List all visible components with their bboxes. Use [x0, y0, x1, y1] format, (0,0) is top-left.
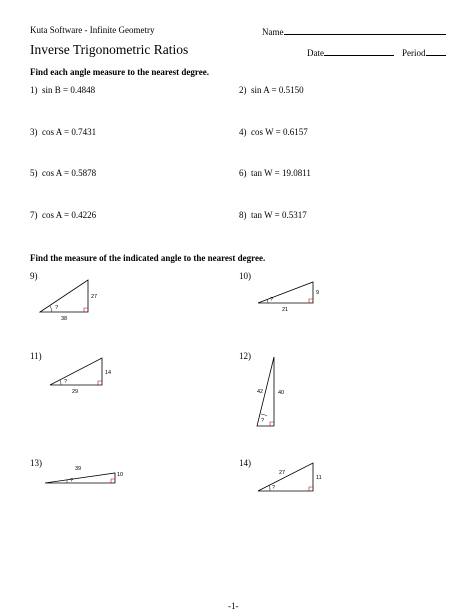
side-label: 42: [257, 389, 264, 395]
name-label: Name: [262, 27, 284, 37]
unknown-angle-label: ?: [270, 297, 274, 303]
section1-instruction: Find each angle measure to the nearest degree.: [30, 67, 209, 77]
date-label: Date: [307, 48, 324, 58]
problem-9-number: 9): [30, 271, 38, 281]
problem-12-number: 12): [239, 351, 251, 361]
software-label: Kuta Software - Infinite Geometry: [30, 25, 155, 35]
unknown-angle-label: ?: [261, 418, 265, 424]
worksheet-title: Inverse Trigonometric Ratios: [30, 42, 189, 57]
unknown-angle-label: ?: [272, 485, 276, 491]
problem-1: 1) sin B = 0.4848: [30, 85, 96, 95]
problem-4: 4) cos W = 0.6157: [239, 127, 308, 137]
side-label: 27: [279, 470, 286, 476]
side-label: 39: [75, 466, 82, 472]
side-label: 14: [105, 370, 112, 376]
problem-13-number: 13): [30, 458, 42, 468]
problem-5: 5) cos A = 0.5878: [30, 168, 97, 178]
problem-2: 2) sin A = 0.5150: [239, 85, 304, 95]
side-label: 21: [282, 307, 289, 313]
side-label: 29: [72, 389, 79, 395]
unknown-angle-label: ?: [70, 478, 74, 484]
section2-instruction: Find the measure of the indicated angle to the nearest degree.: [30, 253, 266, 263]
problem-3: 3) cos A = 0.7431: [30, 127, 97, 137]
problem-14-number: 14): [239, 458, 251, 468]
problem-8: 8) tan W = 0.5317: [239, 210, 307, 220]
unknown-angle-label: ?: [55, 305, 59, 311]
side-label: 10: [117, 472, 124, 478]
side-label: 9: [316, 290, 320, 296]
unknown-angle-label: ?: [64, 379, 68, 385]
problem-7: 7) cos A = 0.4226: [30, 210, 97, 220]
problem-10-number: 10): [239, 271, 251, 281]
period-label: Period: [402, 48, 426, 58]
side-label: 40: [278, 390, 285, 396]
page-number: -1-: [228, 601, 239, 611]
side-label: 11: [316, 475, 322, 481]
side-label: 27: [91, 294, 98, 300]
right-angle-mark: [309, 487, 313, 491]
problem-6: 6) tan W = 19.0811: [239, 168, 311, 178]
problem-11-number: 11): [30, 351, 42, 361]
side-label: 38: [61, 316, 68, 322]
